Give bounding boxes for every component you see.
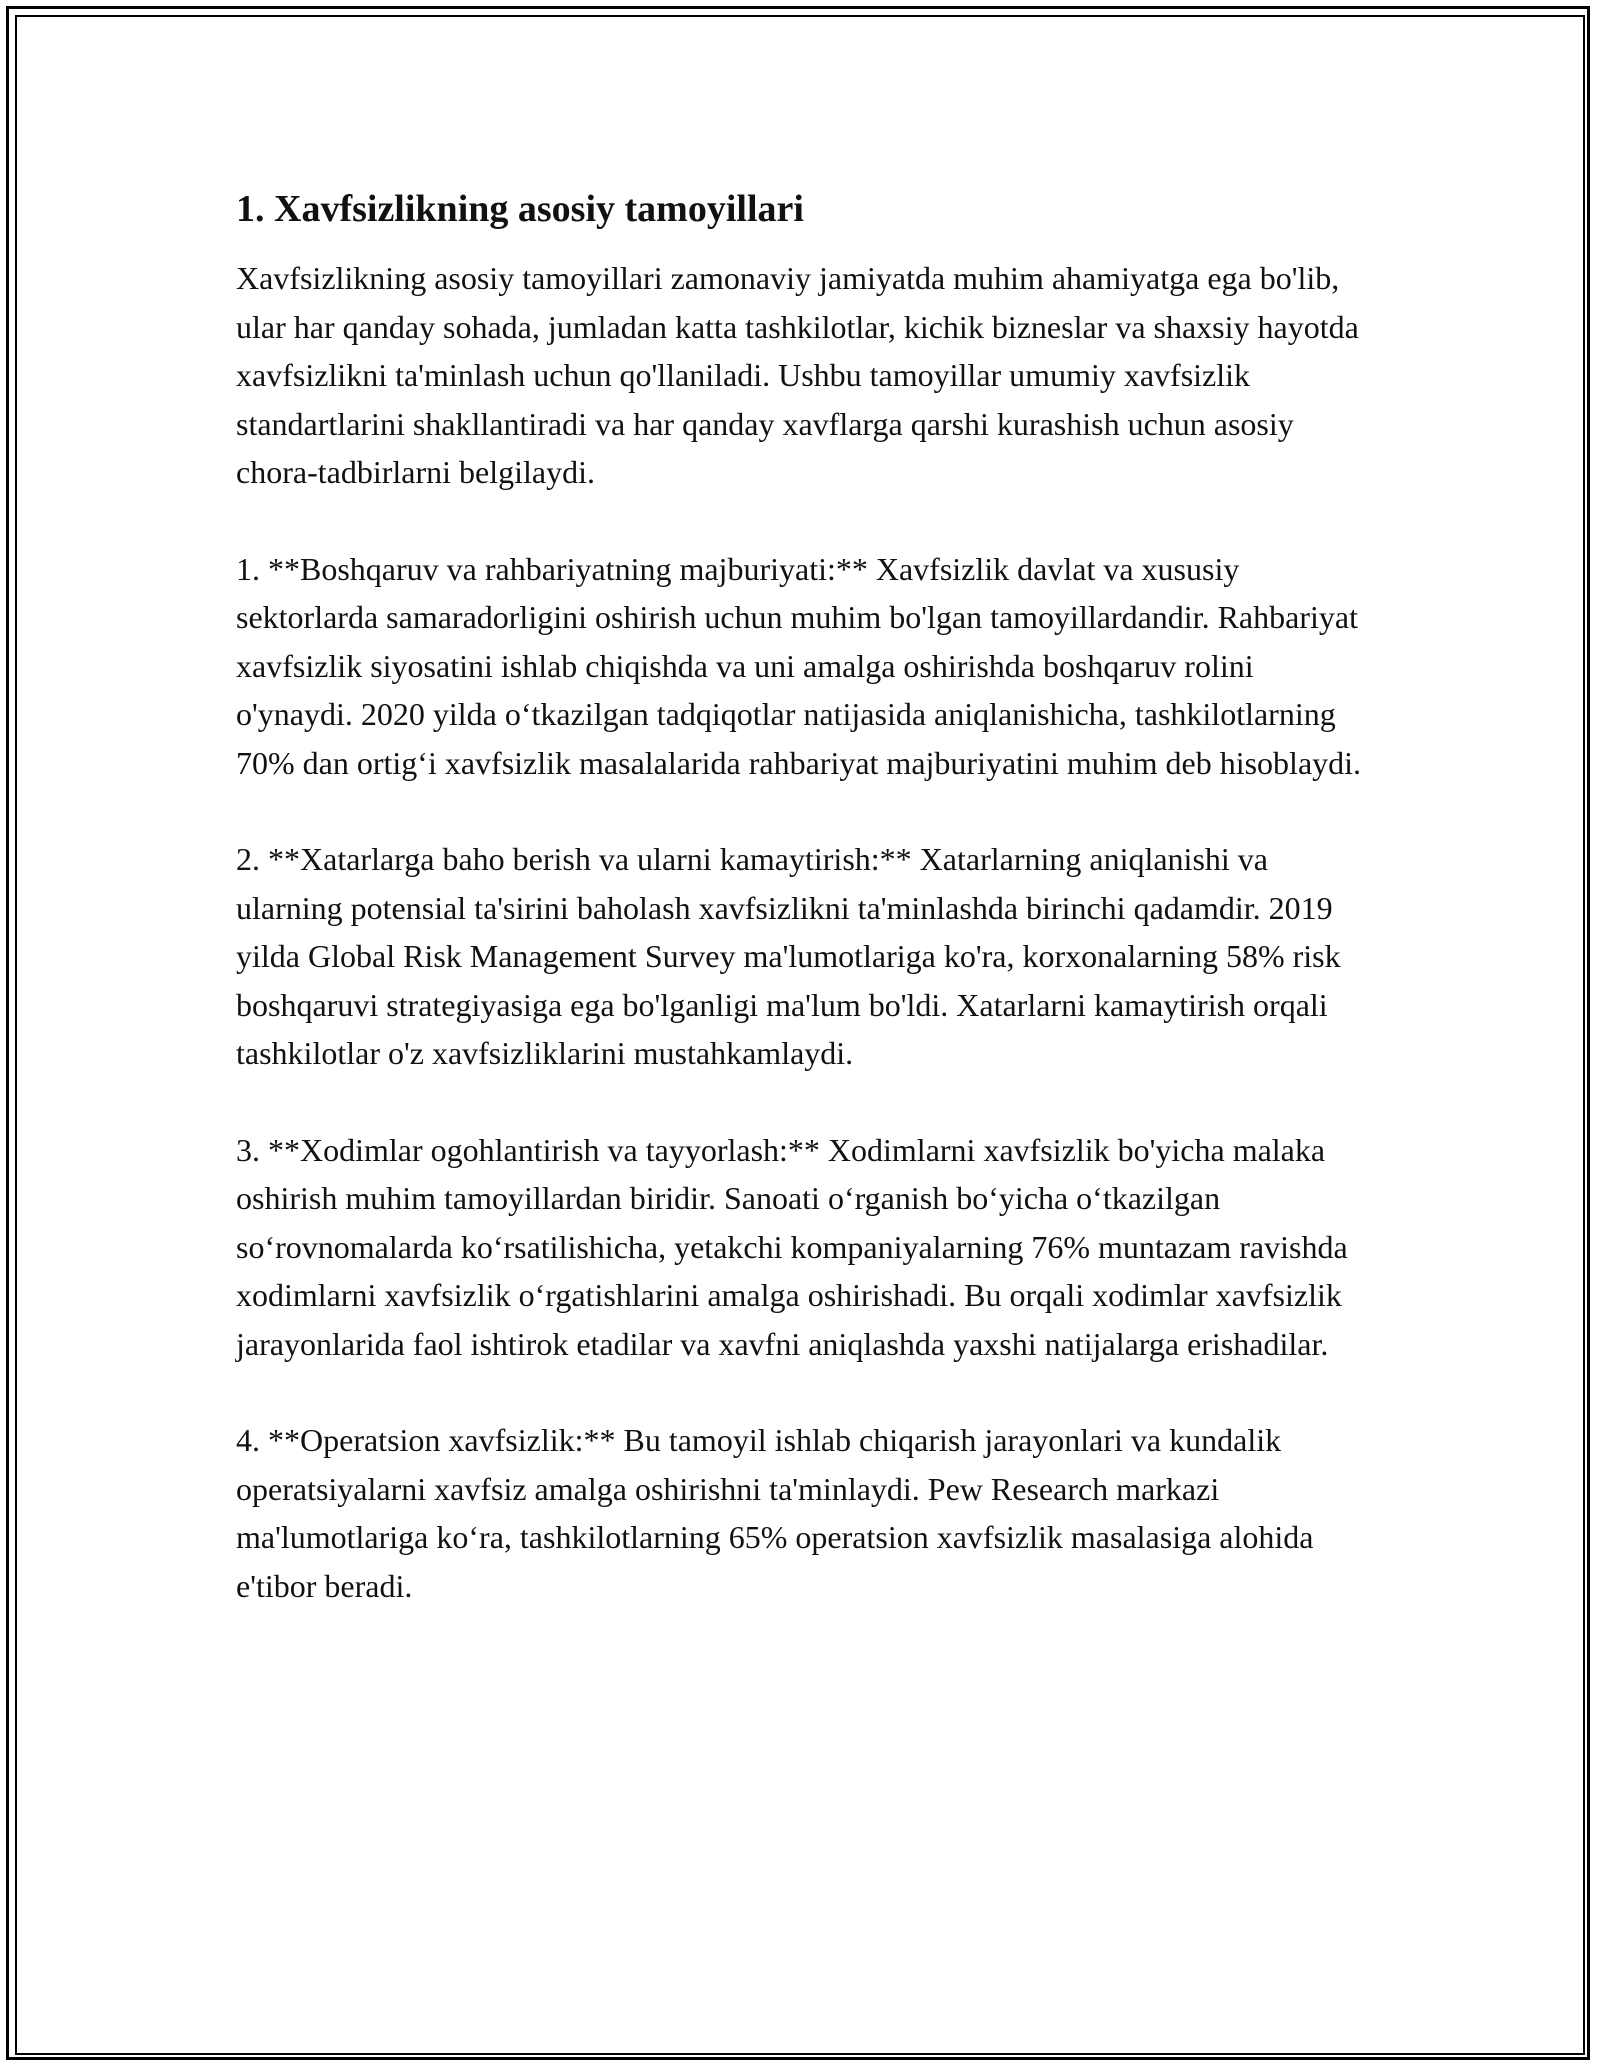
section-heading: 1. Xavfsizlikning asosiy tamoyillari (236, 188, 804, 230)
principle-2-paragraph: 2. **Xatarlarga baho berish va ularni kamaytirish:** Xatarlarning aniqlanishi va ularning potensial ta'sirini baholash xavfsizlikni ta'minlashda birinchi qadamdir. 2019 yilda Global Risk Management Survey ma'lumotlariga ko'ra, korxonalarning 58% risk boshqaruvi strategiyasiga ega bo'lganligi ma'lum bo'ldi. Xatarlarni kamaytirish orqali tashkilotlar o'z xavfsizliklarini mustahkamlaydi. (236, 841, 1341, 1072)
principle-4-paragraph: 4. **Operatsion xavfsizlik:** Bu tamoyil ishlab chiqarish jarayonlari va kundalik operatsiyalarni xavfsiz amalga oshirishni ta'minlaydi. Pew Research markazi ma'lumotlariga ko‘ra, tashkilotlarning 65% operatsion xavfsizlik masalasiga alohida e'tibor beradi. (236, 1422, 1314, 1604)
intro-paragraph: Xavfsizlikning asosiy tamoyillari zamonaviy jamiyatda muhim ahamiyatga ega bo'lib, ular har qanday sohada, jumladan katta tashkilotlar, kichik bizneslar va shaxsiy hayotda xavfsizlikni ta'minlash uchun qo'llaniladi. Ushbu tamoyillar umumiy xavfsizlik standartlarini shakllantiradi va har qanday xavflarga qarshi kurashish uchun asosiy chora-tadbirlarni belgilaydi. (236, 260, 1359, 491)
document-body (236, 185, 1376, 1658)
principle-3-paragraph: 3. **Xodimlar ogohlantirish va tayyorlash:** Xodimlarni xavfsizlik bo'yicha malaka oshirish muhim tamoyillardan biridir. Sanoati o‘rganish bo‘yicha o‘tkazilgan so‘rovnomalarda ko‘rsatilishicha, yetakchi kompaniyalarning 76% muntazam ravishda xodimlarni xavfsizlik o‘rgatishlarini amalga oshirishadi. Bu orqali xodimlar xavfsizlik jarayonlarida faol ishtirok etadilar va xavfni aniqlashda yaxshi natijalarga erishadilar. (236, 1131, 1348, 1362)
principle-1-paragraph: 1. **Boshqaruv va rahbariyatning majburiyati:** Xavfsizlik davlat va xususiy sektorlarda samaradorligini oshirish uchun muhim bo'lgan tamoyillardandir. Rahbariyat xavfsizlik siyosatini ishlab chiqishda va uni amalga oshirishda boshqaruv rolini o'ynaydi. 2020 yilda o‘tkazilgan tadqiqotlar natijasida aniqlanishicha, tashkilotlarning 70% dan ortig‘i xavfsizlik masalalarida rahbariyat majburiyatini muhim deb hisoblaydi. (236, 550, 1362, 781)
